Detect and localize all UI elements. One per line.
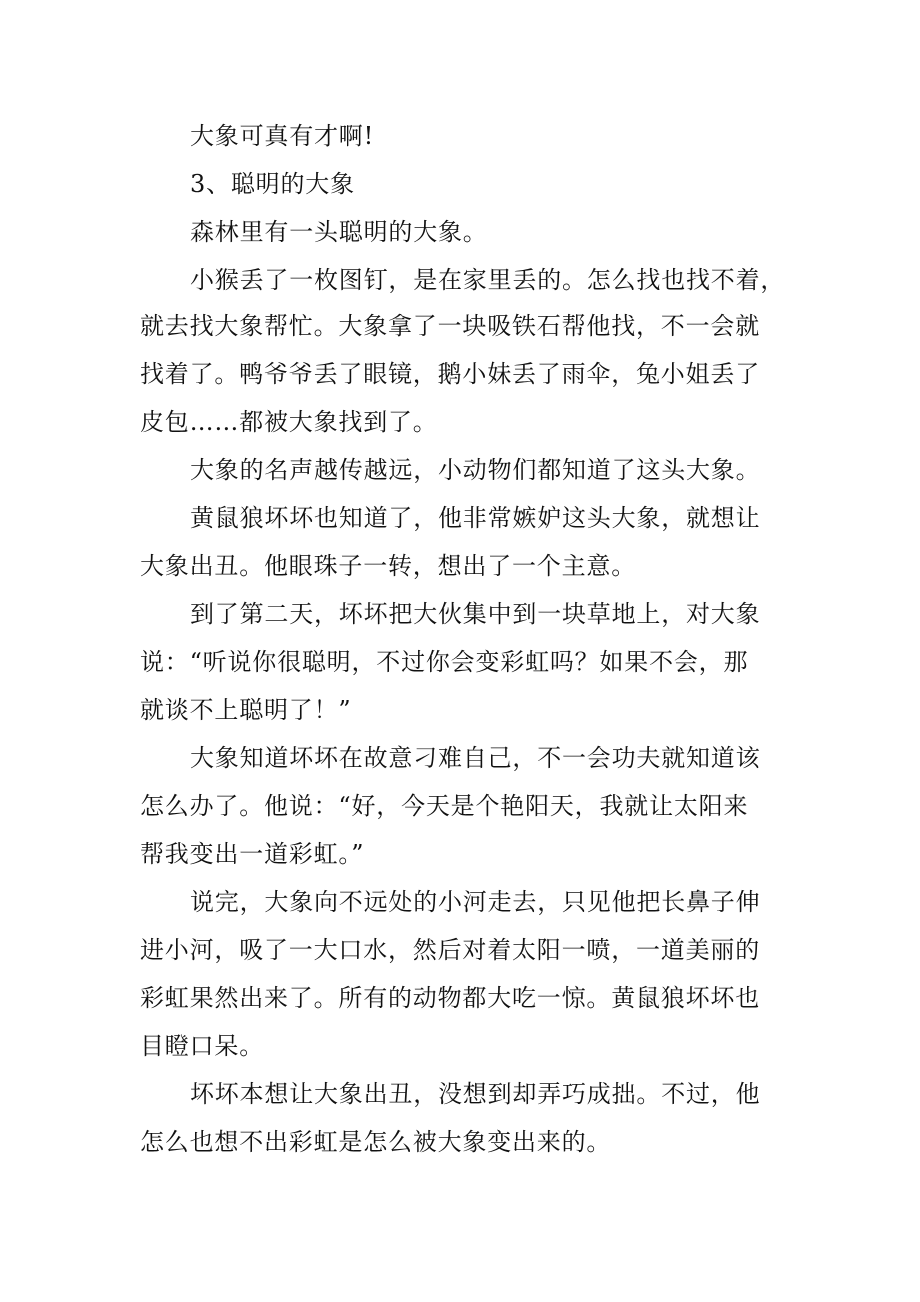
section-heading: 3、聪明的大象 xyxy=(190,170,355,198)
text-line: 进小河，吸了一大口水，然后对着太阳一喷，一道美丽的 xyxy=(140,936,760,964)
text-line: 彩虹果然出来了。所有的动物都大吃一惊。黄鼠狼坏坏也 xyxy=(140,984,760,1012)
text-line: 就谈不上聪明了！” xyxy=(140,696,352,724)
text-line: 大象的名声越传越远，小动物们都知道了这头大象。 xyxy=(190,456,761,484)
text-line: 坏坏本想让大象出丑，没想到却弄巧成拙。不过，他 xyxy=(190,1080,761,1108)
text-line: 就去找大象帮忙。大象拿了一块吸铁石帮他找，不一会就 xyxy=(140,312,760,340)
text-line: 说完，大象向不远处的小河走去，只见他把长鼻子伸 xyxy=(190,888,761,916)
text-line: 目瞪口呆。 xyxy=(140,1032,264,1060)
text-line: 森林里有一头聪明的大象。 xyxy=(190,218,488,246)
text-line: 黄鼠狼坏坏也知道了，他非常嫉妒这头大象，就想让 xyxy=(190,504,761,532)
text-line: 大象知道坏坏在故意刁难自己，不一会功夫就知道该 xyxy=(190,744,761,772)
text-line: 帮我变出一道彩虹。” xyxy=(140,840,365,868)
text-line: 怎么办了。他说：“好，今天是个艳阳天，我就让太阳来 xyxy=(140,792,749,820)
text-line: 找着了。鸭爷爷丢了眼镜，鹅小妹丢了雨伞，兔小姐丢了 xyxy=(140,360,760,388)
text-line: 怎么也想不出彩虹是怎么被大象变出来的。 xyxy=(140,1128,612,1156)
text-line: 说：“听说你很聪明，不过你会变彩虹吗？如果不会，那 xyxy=(140,648,749,676)
text-line: 大象出丑。他眼珠子一转，想出了一个主意。 xyxy=(140,552,636,580)
text-line: 小猴丢了一枚图钉，是在家里丢的。怎么找也找不着， xyxy=(190,266,786,294)
text-line: 皮包……都被大象找到了。 xyxy=(140,408,438,436)
text-line: 到了第二天，坏坏把大伙集中到一块草地上，对大象 xyxy=(190,600,761,628)
text-line: 大象可真有才啊! xyxy=(190,122,375,150)
